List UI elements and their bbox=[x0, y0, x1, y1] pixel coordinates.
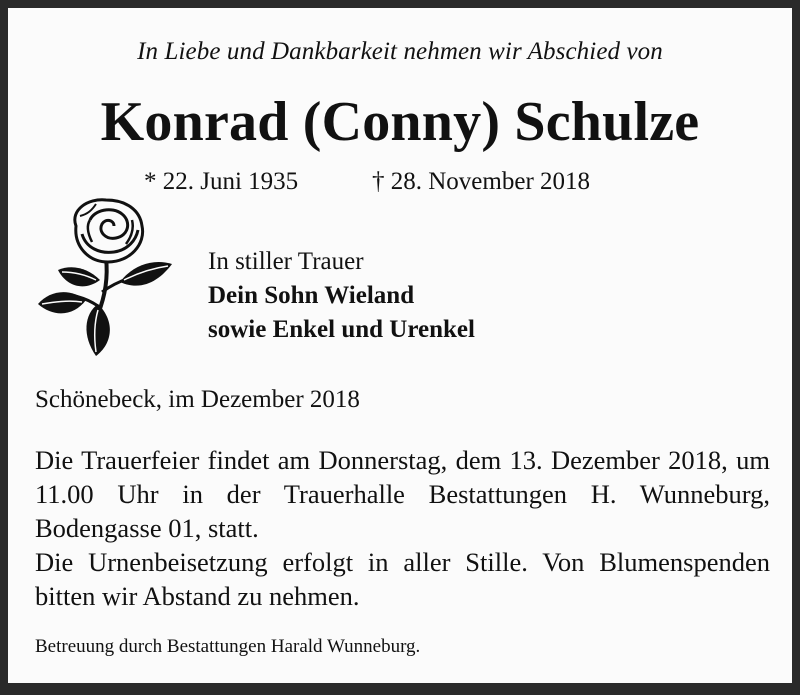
mourners-intro: In stiller Trauer bbox=[208, 248, 364, 275]
mourner-grandchildren: sowie Enkel und Urenkel bbox=[208, 316, 475, 343]
ceremony-text: Die Trauerfeier findet am Donnerstag, dem 13. Dezember 2018, um 11.00 Uhr in der Trauerhalle Bestattungen H. Wunneburg, Bodengasse 01, statt. bbox=[35, 445, 770, 543]
funeral-home-note: Betreuung durch Bestattungen Harald Wunneburg. bbox=[35, 636, 421, 657]
intro-line: In Liebe und Dankbarkeit nehmen wir Abschied von bbox=[137, 38, 663, 65]
birth-date: * 22. Juni 1935 bbox=[144, 168, 299, 195]
death-date: † 28. November 2018 bbox=[372, 168, 591, 195]
rose-icon bbox=[36, 196, 172, 356]
ceremony-details bbox=[35, 443, 770, 613]
place-and-date: Schönebeck, im Dezember 2018 bbox=[35, 386, 360, 413]
obituary-notice bbox=[8, 8, 792, 683]
burial-text: Die Urnenbeisetzung erfolgt in aller Stille. Von Blumenspenden bitten wir Abstand zu nehmen. bbox=[35, 547, 770, 611]
mourner-son: Dein Sohn Wieland bbox=[208, 282, 415, 309]
deceased-name: Konrad (Conny) Schulze bbox=[100, 91, 700, 153]
